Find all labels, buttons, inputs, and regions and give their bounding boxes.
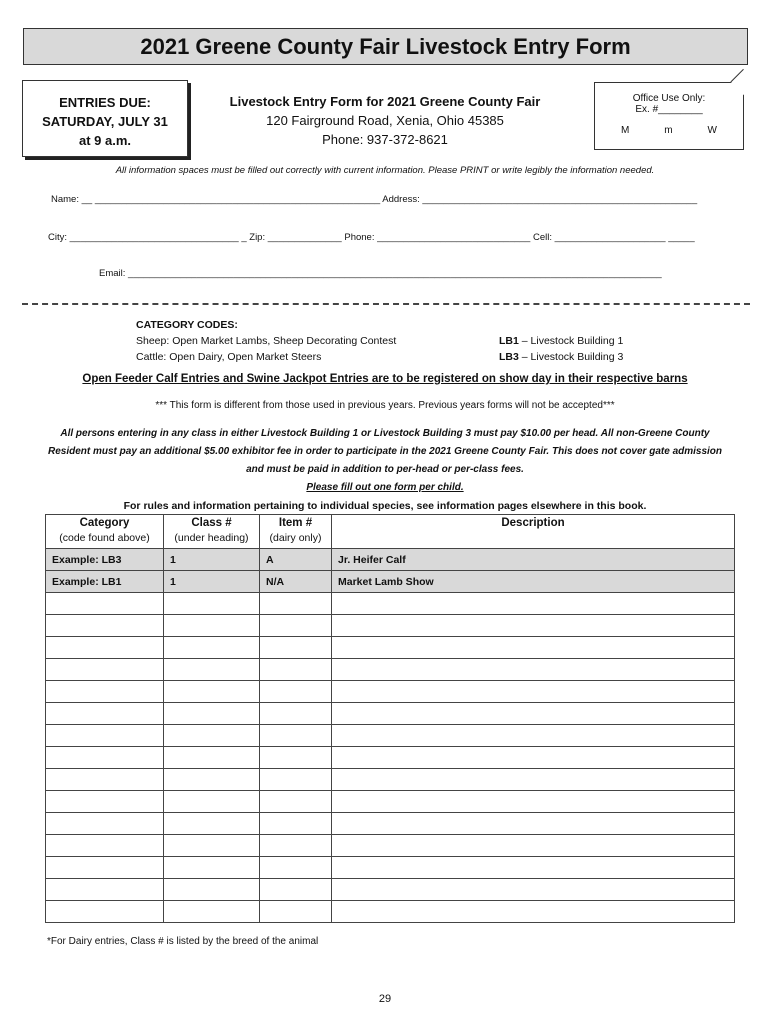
- office-m-lower: m: [664, 125, 673, 136]
- header-address: 120 Fairground Road, Xenia, Ohio 45385: [266, 113, 504, 128]
- entry-description-cell[interactable]: [332, 615, 735, 637]
- entry-category-cell[interactable]: [46, 835, 164, 857]
- example-item: N/A: [260, 571, 332, 593]
- header-item: Item # (dairy only): [260, 515, 332, 549]
- lb3-code: LB3: [499, 351, 519, 363]
- entry-item-cell[interactable]: [260, 769, 332, 791]
- entry-category-cell[interactable]: [46, 637, 164, 659]
- entry-item-cell[interactable]: [260, 747, 332, 769]
- entry-class-cell[interactable]: [164, 637, 260, 659]
- entry-category-cell[interactable]: [46, 813, 164, 835]
- table-row: [46, 593, 735, 615]
- header-class: Class # (under heading): [164, 515, 260, 549]
- entry-class-cell[interactable]: [164, 835, 260, 857]
- entry-class-cell[interactable]: [164, 747, 260, 769]
- entry-class-cell[interactable]: [164, 681, 260, 703]
- category-codes-heading: CATEGORY CODES:: [136, 319, 238, 331]
- table-row: [46, 703, 735, 725]
- entry-category-cell[interactable]: [46, 659, 164, 681]
- entry-category-cell[interactable]: [46, 857, 164, 879]
- table-row: [46, 725, 735, 747]
- entry-category-cell[interactable]: [46, 725, 164, 747]
- instructions-note: All information spaces must be filled out correctly with current information. Please PRINT or write legibly the information needed.: [115, 165, 655, 176]
- example-description: Market Lamb Show: [332, 571, 735, 593]
- table-header-row: [46, 515, 735, 549]
- table-row: [46, 901, 735, 923]
- office-use-label: Office Use Only:: [632, 93, 706, 104]
- lb1-text: – Livestock Building 1: [518, 335, 624, 347]
- entry-description-cell[interactable]: [332, 703, 735, 725]
- table-row: [46, 637, 735, 659]
- entries-due-line1: ENTRIES DUE:: [59, 95, 151, 110]
- category-codes: [136, 317, 396, 365]
- example-description: Jr. Heifer Calf: [332, 549, 735, 571]
- example-category: Example: LB1: [46, 571, 164, 593]
- different-form-note: *** This form is different from those used in previous years. Previous years forms will not be accepted***: [155, 400, 615, 411]
- entry-class-cell[interactable]: [164, 879, 260, 901]
- entry-description-cell[interactable]: [332, 725, 735, 747]
- entry-category-cell[interactable]: [46, 791, 164, 813]
- table-row: [46, 747, 735, 769]
- dashed-divider: [22, 303, 750, 305]
- header-phone: Phone: 937-372-8621: [322, 132, 448, 147]
- entry-description-cell[interactable]: [332, 747, 735, 769]
- entry-description-cell[interactable]: [332, 681, 735, 703]
- entry-item-cell[interactable]: [260, 637, 332, 659]
- entry-table: [45, 514, 735, 923]
- table-row: [46, 835, 735, 857]
- table-row: [46, 813, 735, 835]
- office-w: W: [707, 125, 717, 136]
- entry-item-cell[interactable]: [260, 857, 332, 879]
- entry-class-cell[interactable]: [164, 593, 260, 615]
- lb3-text: – Livestock Building 3: [518, 351, 624, 363]
- table-row: [46, 659, 735, 681]
- entry-description-cell[interactable]: [332, 659, 735, 681]
- entries-due-line2: SATURDAY, JULY 31: [42, 114, 168, 129]
- header-description: Description: [332, 515, 735, 549]
- fee-text: All persons entering in any class in either Livestock Building 1 or Livestock Building 3 must pay $10.00 per head. All non-Greene County Resident must pay an additional $5.00 exhibitor fee in order to participate in the 2021 Greene County Fair. This does not cover gate admission and must be paid in addition to per-head or per-class fees.: [47, 428, 723, 475]
- entry-description-cell[interactable]: [332, 901, 735, 923]
- entry-category-cell[interactable]: [46, 593, 164, 615]
- fee-paragraph: [45, 425, 725, 497]
- building-codes: [499, 333, 623, 365]
- entry-class-cell[interactable]: [164, 791, 260, 813]
- feeder-calf-note: Open Feeder Calf Entries and Swine Jackpot Entries are to be registered on show day in their respective barns: [82, 373, 688, 385]
- entry-item-cell[interactable]: [260, 791, 332, 813]
- header-info: [200, 92, 570, 149]
- entry-description-cell[interactable]: [332, 879, 735, 901]
- one-form-note: Please fill out one form per child.: [306, 482, 464, 493]
- name-address-field[interactable]: Name: __ ______________________________________________________ Address: ____________________________________________________: [51, 194, 698, 205]
- entry-description-cell[interactable]: [332, 813, 735, 835]
- header-category: Category (code found above): [46, 515, 164, 549]
- office-use-ex[interactable]: Ex. #________: [635, 104, 703, 115]
- table-row: [46, 857, 735, 879]
- entry-item-cell[interactable]: [260, 725, 332, 747]
- entry-category-cell[interactable]: [46, 879, 164, 901]
- table-row: [46, 791, 735, 813]
- entry-item-cell[interactable]: [260, 813, 332, 835]
- entry-class-cell[interactable]: [164, 857, 260, 879]
- example-class: 1: [164, 549, 260, 571]
- example-item: A: [260, 549, 332, 571]
- entry-class-cell[interactable]: [164, 725, 260, 747]
- email-field[interactable]: Email: _____________________________________________________________________________________________________: [99, 268, 662, 279]
- category-cattle: Cattle: Open Dairy, Open Market Steers: [136, 351, 322, 363]
- form-title: 2021 Greene County Fair Livestock Entry Form: [23, 28, 748, 65]
- entry-class-cell[interactable]: [164, 659, 260, 681]
- entry-item-cell[interactable]: [260, 835, 332, 857]
- office-m-upper: M: [621, 125, 630, 136]
- entry-class-cell[interactable]: [164, 901, 260, 923]
- entry-category-cell[interactable]: [46, 681, 164, 703]
- table-row: [46, 681, 735, 703]
- entry-description-cell[interactable]: [332, 769, 735, 791]
- city-zip-phone-field[interactable]: City: ________________________________ _ Zip: ______________ Phone: _____________________________ Cell: _____________________ _____: [48, 232, 695, 243]
- office-box-fold: [730, 69, 756, 95]
- example-row: [46, 549, 735, 571]
- entry-category-cell[interactable]: [46, 747, 164, 769]
- entry-class-cell[interactable]: [164, 703, 260, 725]
- table-row: [46, 769, 735, 791]
- page-number: 29: [378, 993, 392, 1005]
- entries-due-box: [22, 80, 188, 157]
- entry-item-cell[interactable]: [260, 593, 332, 615]
- entry-category-cell[interactable]: [46, 769, 164, 791]
- entry-item-cell[interactable]: [260, 703, 332, 725]
- office-use-box: [594, 82, 744, 150]
- entry-category-cell[interactable]: [46, 901, 164, 923]
- example-class: 1: [164, 571, 260, 593]
- rules-note: For rules and information pertaining to individual species, see information pages elsewhere in this book.: [123, 500, 647, 512]
- header-form-title: Livestock Entry Form for 2021 Greene County Fair: [229, 94, 541, 109]
- entry-item-cell[interactable]: [260, 659, 332, 681]
- entry-category-cell[interactable]: [46, 615, 164, 637]
- dairy-note: *For Dairy entries, Class # is listed by the breed of the animal: [47, 936, 319, 947]
- entry-description-cell[interactable]: [332, 857, 735, 879]
- entry-description-cell[interactable]: [332, 637, 735, 659]
- entry-description-cell[interactable]: [332, 593, 735, 615]
- entry-class-cell[interactable]: [164, 813, 260, 835]
- entry-class-cell[interactable]: [164, 769, 260, 791]
- table-row: [46, 615, 735, 637]
- entry-item-cell[interactable]: [260, 681, 332, 703]
- entry-class-cell[interactable]: [164, 615, 260, 637]
- example-category: Example: LB3: [46, 549, 164, 571]
- entry-item-cell[interactable]: [260, 879, 332, 901]
- example-row: [46, 571, 735, 593]
- entry-category-cell[interactable]: [46, 703, 164, 725]
- category-sheep: Sheep: Open Market Lambs, Sheep Decorating Contest: [136, 335, 397, 347]
- entries-due-line3: at 9 a.m.: [78, 133, 132, 148]
- table-row: [46, 879, 735, 901]
- entry-description-cell[interactable]: [332, 791, 735, 813]
- entry-description-cell[interactable]: [332, 835, 735, 857]
- entry-item-cell[interactable]: [260, 615, 332, 637]
- lb1-code: LB1: [499, 335, 519, 347]
- entry-item-cell[interactable]: [260, 901, 332, 923]
